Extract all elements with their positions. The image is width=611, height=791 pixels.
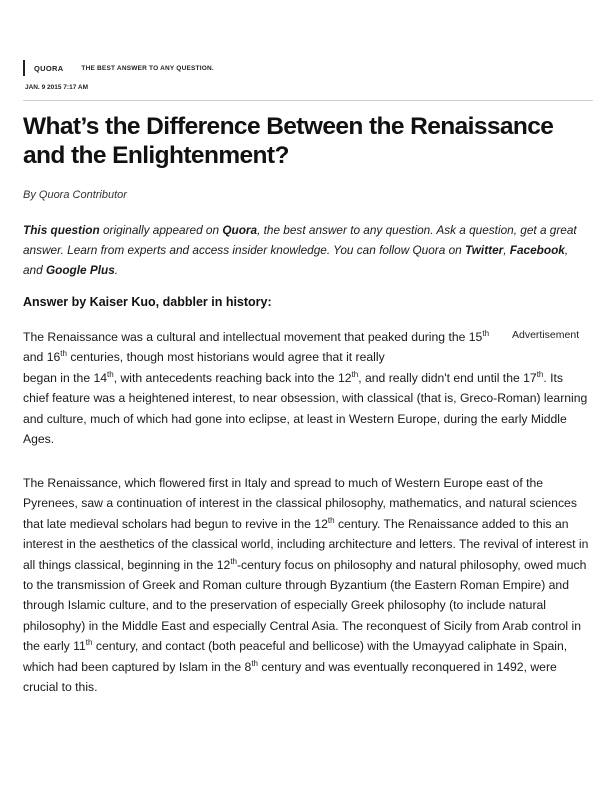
answer-attribution: Answer by Kaiser Kuo, dabbler in history: bbox=[23, 295, 272, 309]
superscript: th bbox=[60, 349, 67, 359]
superscript: th bbox=[85, 638, 93, 648]
text-run: began in the 14 bbox=[23, 370, 108, 385]
text-run: century, and contact (both peaceful and bellicose) with the Umayyad caliphate in Spain, which had been captured by Islam in the 8 bbox=[23, 639, 568, 674]
text-run: -century focus on philosophy and natural philosophy, owed much to the transmission of Greek and Roman culture through Byzantium (the Eastern Roman Empire) and through Islamic culture, and to the preservation of especially Greek philosophy (to include natural philosophy) in the Middle East and especially Central Asia. The reconquest of Sicily from Arab control in the early 11 bbox=[23, 557, 587, 654]
superscript: th bbox=[351, 369, 359, 379]
byline: By Quora Contributor bbox=[23, 189, 127, 201]
text-run: , and really didn't end until the 17 bbox=[358, 370, 537, 385]
superscript: th bbox=[327, 515, 335, 525]
text-run: . Its chief feature was a heightened interest, to near obsession, with classical (that is, Greco-Roman) learning and culture, much of which had gone into eclipse, at least in Western Europe, during the early Middle Ages. bbox=[23, 370, 588, 447]
article-title: What’s the Difference Between the Renaissance and the Enlightenment? bbox=[23, 113, 554, 169]
intro-text: , the best answer to any question. Ask a question, get a great answer. Learn from experts and access insider knowledge. You can follow Quora on bbox=[23, 223, 577, 257]
text-run: century and was eventually reconquered in 1492, were crucial to this. bbox=[23, 659, 557, 695]
text-run: and 16 bbox=[23, 350, 61, 365]
brand-name[interactable]: QUORA bbox=[34, 63, 64, 73]
publish-date: JAN. 9 2015 7:17 AM bbox=[25, 84, 88, 91]
superscript: th bbox=[107, 369, 114, 379]
facebook-link[interactable]: Facebook bbox=[509, 243, 565, 257]
google-plus-link[interactable]: Google Plus bbox=[45, 263, 115, 277]
text-run: century. The Renaissance added to this an interest in the aesthetics of the classical world, including architecture and letters. The revival of interest in all things classical, beginning in the 12 bbox=[23, 516, 589, 572]
text-run: The Renaissance was a cultural and intellectual movement that peaked during the 15 bbox=[23, 330, 483, 344]
advertisement-label: Advertisement bbox=[512, 329, 580, 341]
header-divider bbox=[23, 100, 593, 101]
this-question-link[interactable]: This question bbox=[23, 223, 100, 237]
text-run: The Renaissance, which flowered first in Italy and spread to much of Western Europe east of the Pyrenees, saw a continuation of interest in the classical philosophy, mathematics, and natural sciences that late medieval scholars had begun to revive in the 12 bbox=[23, 476, 577, 531]
body-paragraph-2 bbox=[23, 473, 591, 697]
superscript: th bbox=[230, 556, 237, 566]
site-header bbox=[23, 60, 214, 76]
superscript: th bbox=[536, 369, 544, 379]
narrow-lines bbox=[23, 327, 493, 368]
intro-text: , and bbox=[23, 243, 569, 277]
text-run: centuries, though most historians would agree that it really bbox=[66, 350, 385, 365]
superscript: th bbox=[251, 658, 258, 668]
intro-paragraph bbox=[23, 220, 583, 280]
quora-link[interactable]: Quora bbox=[222, 223, 258, 237]
intro-text: originally appeared on bbox=[99, 223, 223, 237]
text-run: , with antecedents reaching back into the 12 bbox=[113, 370, 352, 385]
superscript: th bbox=[482, 328, 490, 338]
twitter-link[interactable]: Twitter bbox=[464, 243, 504, 257]
body-paragraph-1 bbox=[23, 327, 591, 449]
intro-text: , bbox=[503, 243, 510, 257]
brand-tagline: THE BEST ANSWER TO ANY QUESTION. bbox=[81, 64, 214, 72]
intro-text: . bbox=[114, 263, 119, 277]
